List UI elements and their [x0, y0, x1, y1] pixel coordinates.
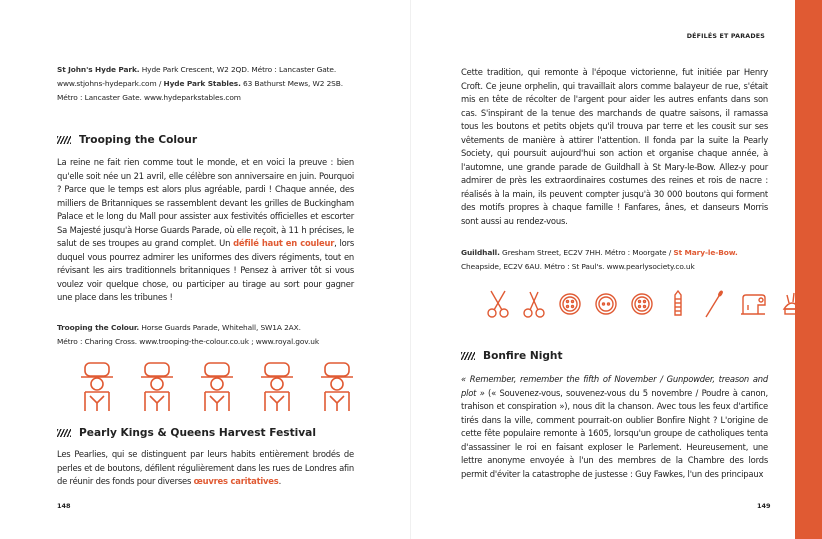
guildhall-info: Guildhall. Gresham Street, EC2V 7HH. Métro : Moorgate / St Mary-le-Bow. Cheapside, EC2V 6AU. Métro : St Paul's. www.pearlysociety.co.uk: [461, 248, 738, 271]
royal-guard-icon: [316, 361, 358, 413]
page-number-left: 148: [57, 502, 71, 510]
hatch-icon: [57, 429, 71, 437]
royal-guard-icon: [76, 361, 118, 413]
scissors-icon: [522, 289, 546, 319]
needle-icon: [702, 289, 726, 319]
royal-guard-row: [76, 361, 358, 413]
hyde-park-info: St John's Hyde Park. Hyde Park Crescent, W2 2QD. Métro : Lancaster Gate. www.stjohns-hydepark.com / Hyde Park Stables. 63 Bathurst Mews, W2 2SB. Métro : Lancaster Gate. www.hydeparkstables.com: [57, 65, 343, 102]
hatch-icon: [57, 136, 71, 144]
hatch-icon: [461, 352, 475, 360]
royal-guard-icon: [256, 361, 298, 413]
royal-guard-icon: [136, 361, 178, 413]
thread-spool-icon: [666, 289, 690, 319]
pearly-paragraph: Cette tradition, qui remonte à l'époque victorienne, fut initiée par Henry Croft. Ce jeune orphelin, qui travaillait alors comme balayeur de rue, s'était mis en tête de récolter de l'argent pour aider les autres enfants dans son cas. S'inspirant de la tenue des marchands de quatre saisons, il ramassa tous les boutons et petits objets qu'il trouva par terre et les cousit sur ses vêtements de manière à attirer l'attention. Il fonda par la suite la Pearly Society, qui poursuit aujourd'hui son action et organise chaque année, à l'automne, une grande parade de Guildhall à St Mary-le-Bow. Allez-y pour admirer de près les extraordinaires costumes des reines et rois de nacre : réalisés à la main, ils peuvent compter jusqu'à 30 000 boutons qui forment des motifs propres à chaque famille ! Fanfares, ânes, et danseurs Morris sont aussi au rendez-vous.: [461, 67, 768, 226]
running-head: DÉFILÉS ET PARADES: [686, 33, 765, 40]
harvest-heading: Pearly Kings & Queens Harvest Festival: [57, 427, 316, 439]
page-number-right: 149: [757, 502, 771, 510]
sewing-tools-row: [486, 289, 804, 319]
sewing-machine-icon: [738, 289, 768, 319]
trooping-heading: Trooping the Colour: [57, 134, 197, 146]
bonfire-paragraph: « Remember, remember the fifth of November / Gunpowder, treason and plot » (« Souvenez-vous, souvenez-vous du 5 novembre / Poudre à canon, trahison et conspiration »), nous dit la chanson. Avec tous les feux d'artifice tirés dans la ville, comment pourrait-on oublier Bonfire Night ? L'origine de cette fête populaire remonte à 1605, lorsqu'un groupe de catholiques tenta d'assassiner le roi en faisant exploser le Parlement. Heureusement, une lettre anonyme envoyée à l'un des membres de la Chambre des lords permit d'éviter la catastrophe de justesse : Guy Fawkes, l'un des principaux: [461, 374, 768, 479]
harvest-paragraph: Les Pearlies, qui se distinguent par leurs habits entièrement brodés de perles et de boutons, défilent régulièrement dans les rues de Londres afin de réunir des fonds pour diverses œuvres caritatives.: [57, 449, 354, 486]
scissors-icon: [486, 289, 510, 319]
trooping-paragraph: La reine ne fait rien comme tout le monde, et en voici la preuve : bien qu'elle soit née un 21 avril, elle célèbre son anniversaire en juin. Pourquoi ? Parce que le temps est alors plus agréable, pardi ! Chaque année, des milliers de Britanniques se rassemblent devant les grilles de Buckingham Palace et le long du Mall pour assister aux festivités officielles et escorter Sa Majesté jusqu'à Horse Guards Parade, où elle reçoit, à 11 h précises, le salut de ses troupes au grand complet. Un défilé haut en couleur, lors duquel vous pourrez admirer les uniformes des divers régiments, tout en révisant les airs traditionnels britanniques ! Pensez à arriver tôt si vous voulez voir quelque chose, ou participer au tirage au sort pour gagner une place dans les tribunes !: [57, 157, 354, 302]
button-icon: [558, 289, 582, 319]
right-page: [411, 0, 822, 539]
chapter-tab: [795, 0, 822, 539]
trooping-info: Trooping the Colour. Horse Guards Parade, Whitehall, SW1A 2AX. Métro : Charing Cross. www.trooping-the-colour.co.uk ; www.royal.gov.uk: [57, 323, 320, 346]
button-icon: [594, 289, 618, 319]
royal-guard-icon: [196, 361, 238, 413]
button-icon: [630, 289, 654, 319]
bonfire-heading: Bonfire Night: [461, 350, 563, 362]
